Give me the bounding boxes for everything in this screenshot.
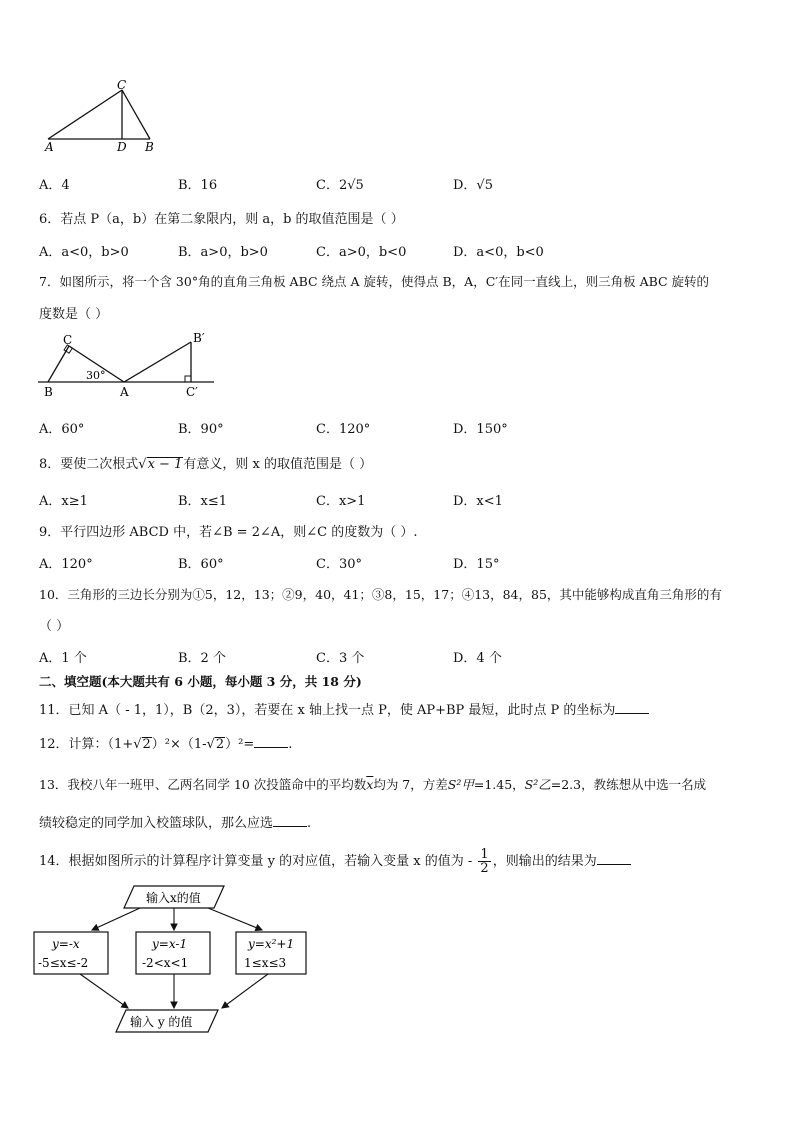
q12-pre: 12．计算：（1+ <box>39 737 134 752</box>
q13-v2: =2.3，教练想从中选一名成 <box>550 777 707 792</box>
q12-radicand-2: 2 <box>215 737 225 752</box>
q8-stem <box>39 453 372 472</box>
q13-s-yi: S²乙 <box>524 777 551 792</box>
q6-option-b: B．a>0，b>0 <box>178 245 268 260</box>
q7-option-b: B．90° <box>178 422 224 437</box>
q8-radicand: x − 1 <box>147 457 183 472</box>
q6-option-a: A．a<0，b>0 <box>39 245 129 260</box>
answer-blank <box>615 701 649 714</box>
q13-s-jia: S²甲 <box>447 777 474 792</box>
label-B: B <box>44 385 53 399</box>
q12-post: ）²= <box>225 737 255 752</box>
label-Cprime: C′ <box>186 385 198 399</box>
answer-blank <box>273 814 307 827</box>
q14-stem <box>39 848 631 875</box>
q7-option-c: C．120° <box>316 422 371 437</box>
q5-option-c: C．2√5 <box>316 178 364 193</box>
q14-num: 1 <box>480 847 489 862</box>
output-label: 输入 y 的值 <box>130 1015 193 1029</box>
sqrt-sign: √ <box>138 457 147 472</box>
label-Bprime: B′ <box>193 331 205 345</box>
q14-den: 2 <box>480 861 489 876</box>
q10-stem-line1: 10．三角形的三边长分别为①5，12，13；②9，40，41；③8，15，17；④13，84，85，其中能够构成直角三角形的有 <box>39 587 722 602</box>
q8-option-b: B．x≤1 <box>178 494 228 509</box>
label-B: B <box>145 140 154 153</box>
q13-line1 <box>39 775 706 793</box>
triangle-figure-top <box>40 78 170 153</box>
q13-line1-mid: 均为 7，方差 <box>373 777 448 792</box>
q11-stem <box>39 699 649 718</box>
q13-line2 <box>39 812 311 831</box>
label-angle: 30° <box>86 369 106 382</box>
q14-post: ，则输出的结果为 <box>492 854 597 869</box>
q7-stem-line2: 度数是（ ） <box>39 307 109 322</box>
q12-radicand-1: 2 <box>142 737 151 752</box>
q13-line2-end: . <box>307 816 312 831</box>
q7-option-d: D．150° <box>453 422 508 437</box>
q12-end: . <box>288 737 293 752</box>
q10-stem-line2: （ ） <box>39 619 70 634</box>
q10-option-c: C．3 个 <box>316 651 365 666</box>
q13-line1-pre: 13．我校八年一班甲、乙两名同学 10 次投篮命中的平均数 <box>39 777 367 792</box>
section-heading: 二、填空题(本大题共有 6 小题，每小题 3 分，共 18 分) <box>39 674 362 689</box>
q7-option-a: A．60° <box>39 422 85 437</box>
branch-1-range: -5≤x≤-2 <box>38 956 89 970</box>
flowchart <box>30 884 310 1034</box>
label-A: A <box>45 140 54 153</box>
branch-2-formula: y=x-1 <box>152 937 188 951</box>
branch-3-range: 1≤x≤3 <box>244 956 287 970</box>
sqrt-sign: √ <box>133 737 142 752</box>
rotation-figure <box>36 330 216 402</box>
q5-option-b: B．16 <box>178 178 218 193</box>
branch-3-formula: y=x²+1 <box>248 937 295 951</box>
q8-option-d: D．x<1 <box>453 494 503 509</box>
q5-option-a: A．4 <box>39 178 70 193</box>
label-C: C <box>63 333 73 347</box>
input-label: 输入x的值 <box>146 891 201 905</box>
label-A: A <box>120 385 129 399</box>
label-D: D <box>117 140 127 153</box>
q8-stem-post: 有意义，则 x 的取值范围是（ ） <box>183 457 373 472</box>
sqrt-sign: √ <box>206 737 215 752</box>
q6-option-d: D．a<0，b<0 <box>453 245 544 260</box>
branch-1-formula: y=-x <box>52 937 80 951</box>
q7-stem-line1: 7．如图所示，将一个含 30°角的直角三角板 ABC 绕点 A 旋转，使得点 B，A，C′在同一直线上，则三角板 ABC 旋转的 <box>39 274 710 289</box>
q8-option-a: A．x≥1 <box>39 494 88 509</box>
q12-stem <box>39 733 292 752</box>
q14-fraction <box>478 848 490 875</box>
q13-v1: =1.45， <box>473 777 525 792</box>
q9-option-d: D．15° <box>453 557 500 572</box>
answer-blank <box>597 852 631 865</box>
q8-stem-pre: 8．要使二次根式 <box>39 457 139 472</box>
q13-line2-text: 绩较稳定的同学加入校篮球队，那么应选 <box>39 816 274 831</box>
label-C: C <box>117 78 127 92</box>
q8-option-c: C．x>1 <box>316 494 366 509</box>
q10-option-a: A．1 个 <box>39 651 87 666</box>
q13-xbar: $\overline{x}$ <box>366 777 374 792</box>
q6-stem: 6．若点 P（a，b）在第二象限内，则 a，b 的取值范围是（ ） <box>39 212 404 227</box>
answer-blank <box>254 735 288 748</box>
q5-option-d: D．√5 <box>453 178 493 193</box>
q10-option-b: B．2 个 <box>178 651 226 666</box>
q14-pre: 14．根据如图所示的计算程序计算变量 y 的对应值，若输入变量 x 的值为 - <box>39 854 473 869</box>
q9-option-a: A．120° <box>39 557 93 572</box>
q11-text: 11．已知 A（ - 1，1），B（2，3），若要在 x 轴上找一点 P，使 AP+BP 最短，此时点 P 的坐标为 <box>39 703 616 718</box>
q12-mid: ）²×（1- <box>151 737 207 752</box>
q9-option-c: C．30° <box>316 557 362 572</box>
q6-option-c: C．a>0，b<0 <box>316 245 407 260</box>
branch-2-range: -2<x<1 <box>142 956 189 970</box>
q9-stem: 9．平行四边形 ABCD 中，若∠B = 2∠A，则∠C 的度数为（ ）. <box>39 525 418 540</box>
q10-option-d: D．4 个 <box>453 651 502 666</box>
q9-option-b: B．60° <box>178 557 224 572</box>
